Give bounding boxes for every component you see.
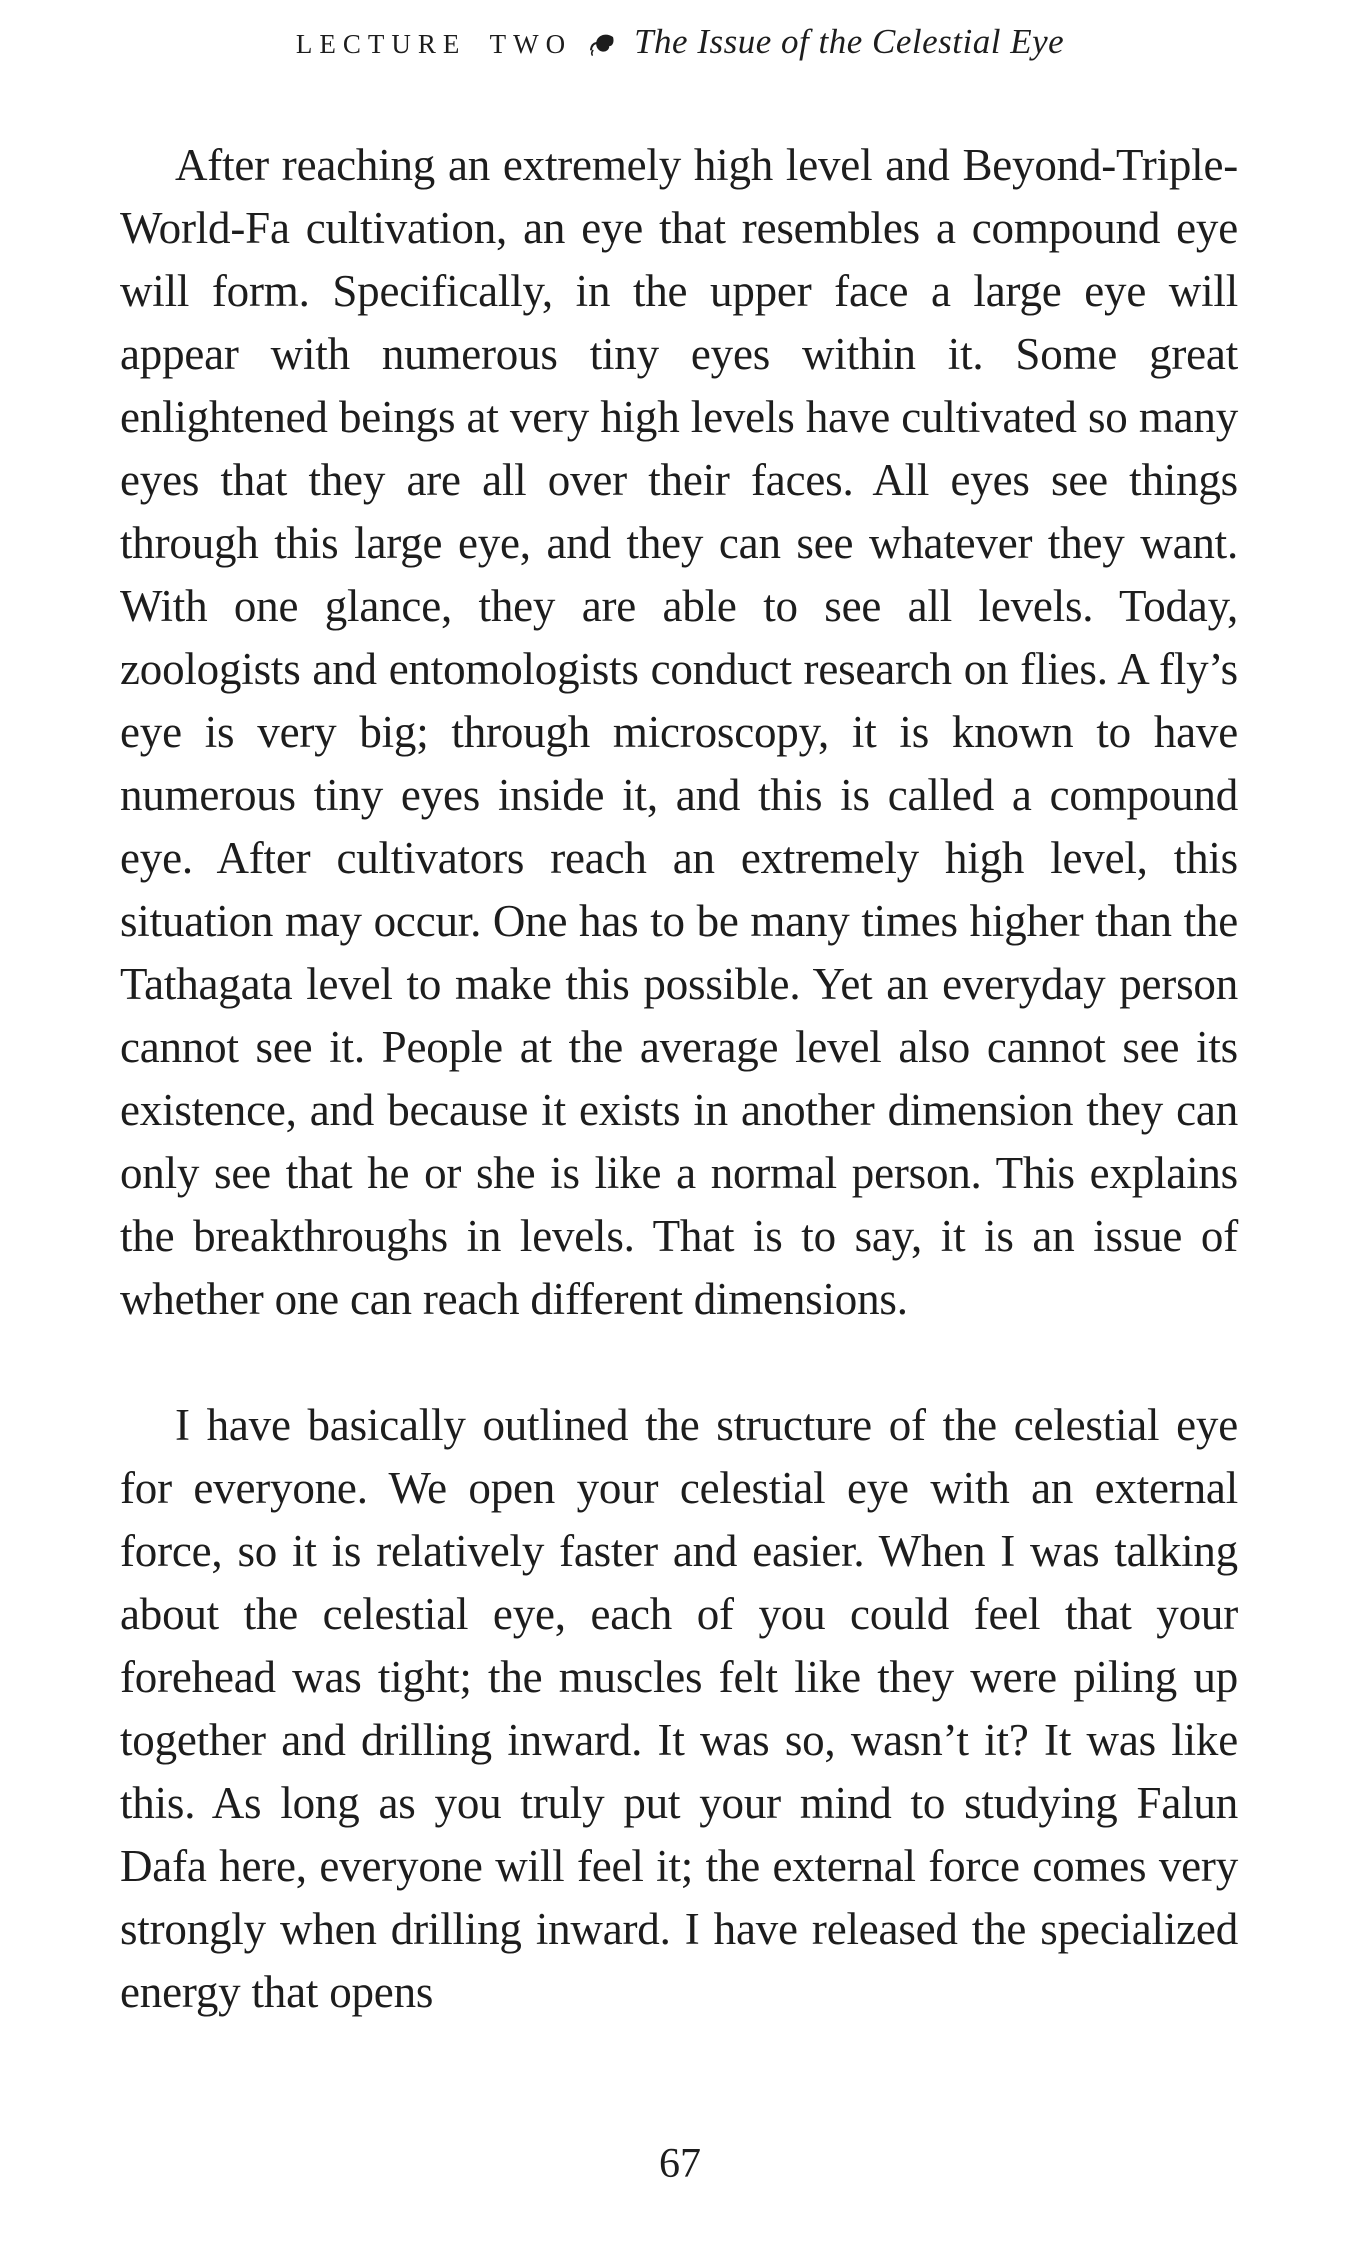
chapter-title: The Issue of the Celestial Eye [634,22,1065,61]
lecture-label: LECTURE TWO [295,29,573,59]
running-head [0,22,1360,62]
page-number: 67 [659,2141,701,2187]
leaf-fleuron-icon [588,30,618,60]
body-text-block [120,134,1238,2024]
body-paragraph: I have basically outlined the structure of the celestial eye for everyone. We open your celestial eye with an external force, so it is relatively faster and easier. When I was talking about the celestial eye, each of you could feel that your forehead was tight; the muscles felt like they were piling up together and drilling inward. It was so, wasn’t it? It was like this. As long as you truly put your mind to studying Falun Dafa here, everyone will feel it; the external force comes very strongly when drilling inward. I have released the specialized energy that opens [120,1400,1238,2017]
body-paragraph: After reaching an extremely high level and Beyond-Triple-World-Fa cultivation, an eye that resembles a compound eye will form. Specifically, in the upper face a large eye will appear with numerous tiny eyes within it. Some great enlightened beings at very high levels have cultivated so many eyes that they are all over their faces. All eyes see things through this large eye, and they can see whatever they want. With one glance, they are able to see all levels. Today, zoologists and entomologists conduct research on flies. A fly’s eye is very big; through microscopy, it is known to have numerous tiny eyes inside it, and this is called a compound eye. After cultivators reach an extremely high level, this situation may occur. One has to be many times higher than the Tathagata level to make this possible. Yet an everyday person cannot see it. People at the average level also cannot see its existence, and because it exists in another dimension they can only see that he or she is like a normal person. This explains the breakthroughs in levels. That is to say, it is an issue of whether one can reach different dimensions. [120,140,1238,1324]
